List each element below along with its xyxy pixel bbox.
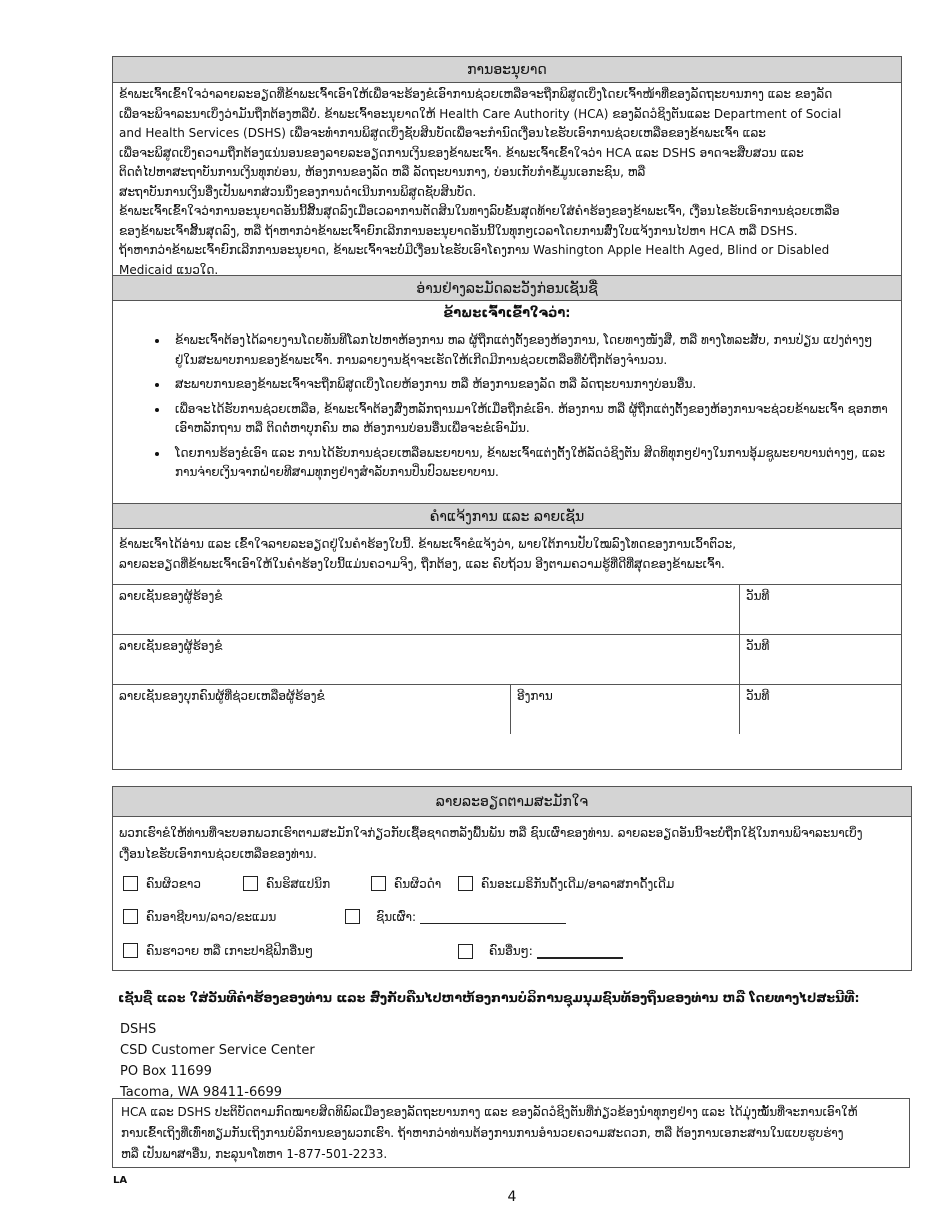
signature-row-applicant-2 — [113, 634, 901, 684]
voluntary-section — [112, 786, 912, 971]
applicant-signature-field[interactable]: ລາຍເຊັນຂອງຜູ້ຮ້ອງຂໍ — [119, 589, 223, 603]
helper-date-field[interactable]: ວັນທີ — [739, 685, 901, 734]
authorization-section — [112, 56, 902, 770]
caution-header: ອ່ານຢ່າງລະມັດລະວັງກ່ອນເຊັນຊື່ — [113, 275, 901, 301]
helper-signature-field[interactable]: ລາຍເຊັນຂອງບຸກຄົນຜູ້ທີ່ຊ່ວຍເຫລືອຜູ້ຮ້ອງຂໍ — [119, 689, 325, 703]
option-asian[interactable]: ຄົນອາຊີບານ/ລາວ/ຂະແມນ — [123, 909, 276, 924]
page-number: 4 — [507, 1189, 517, 1205]
caution-bullet: • ສະພາບການຂອງຂ້າພະເຈົ້າຈະຖືກພິສູດເບິ່ງໂດຍຫ້ອງການ ຫລື ຫ້ອງການຂອງລັດ ຫລື ລັດຖະບານກາງບ່ອນອື່ນ. — [169, 375, 891, 395]
option-hispanic[interactable]: ຄົນຮິສແປນິກ — [243, 876, 330, 891]
mailing-instructions: ເຊັນຊື່ ແລະ ໃສ່ວັນທີຄຳຮ້ອງຂອງທ່ານ ແລະ ສົ່ງກັບຄືນໄປຫາຫ້ອງການບໍລິການຊຸມນຸມຊົນທ້ອງຖິ່ນຂອງທ່ານ ຫລື ໂດຍທາງໄປສະນີທີ່: — [118, 990, 860, 1005]
checkbox[interactable] — [458, 876, 473, 891]
declaration-header: ຄຳແຈ້ງການ ແລະ ລາຍເຊັນ — [113, 503, 901, 529]
authorization-text: ຂ້າພະເຈົ້າເຂົ້າໃຈວ່າລາຍລະອຽດທີ່ຂ້າພະເຈົ້າເອົາໃຫ້ເພື່ອຈະຮ້ອງຂໍເອົາການຊ່ວຍເຫລືອຈະຖືກພິສູດເບິ່ງໂດຍເຈົ້າໜ້າທີ່ຂອງລັດຖະບານກາງ ແລະ ຂອງລັດ ເພື່ອຈະພິຈາລະນາເບິ່ງວ່າມັນຖືກຕ້ອງຫລືບໍ່. ຂ້າພະເຈົ້າອະນຸຍາດໃຫ້ Health Care Authority (HCA) ຂອງລັດວໍຊິງຕັນແລະ Department of Social and Health Services (DSHS) ເພື່ອຈະທຳການພິສູດເບິ່ງຊັບສິນບັດເພື່ອຈະກຳນົດເງື່ອນໄຂຮັບເອົາການຊ່ວຍເຫລືອຂອງຂ້າພະເຈົ້າ ແລະ ເພື່ອຈະພິສູດເບິ່ງຄວາມຖືກຕ້ອງແນ່ນອນຂອງລາຍລະອຽດການເງິນຂອງຂ້າພະເຈົ້າ. ຂ້າພະເຈົ້າເຂົ້າໃຈວ່າ HCA ແລະ DSHS ອາດຈະສືບສວນ ແລະ ຕິດຕໍ່ໄປຫາສະຖາບັນການເງິນທຸກບ່ອນ, ຫ້ອງການຂອງລັດ ຫລື ລັດຖະບານກາງ, ບ່ອນເກັບກຳຂໍ້ມູນເອກະຊົນ, ຫລື ສະຖາບັນການເງິນອື່ງເປັນພາກສ່ວນນຶ່ງຂອງການດຳເນີນການພິສູດຊັບສິນບັດ. ຂ້າພະເຈົ້າເຂົ້າໃຈວ່າການອະນຸຍາດອັນນີ້ສິ້ນສຸດລົງເມື່ອເວລາການຕັດສິນໃນທາງລົບຂັ້ນສຸດທ້າຍໃສ່ຄຳຮ້ອງຂອງຂ້າພະເຈົ້າ, ເງື່ອນໄຂຮັບເອົາການຊ່ວຍເຫລືອ ຂອງຂ້າພະເຈົ້າສິ້ນສຸດລົງ, ຫລື ຖ້າຫາກວ່າຂ້າພະເຈົ້າຍົກເລີກການອະນຸຍາດອັນນີ້ໃນທຸກໆເວລາໂດຍການສົ່ງໃບແຈ້ງການໄປຫາ HCA ຫລື DSHS. ຖ້າຫາກວ່າຂ້າພະເຈົ້າຍົກເລີກການອະນຸຍາດ, ຂ້າພະເຈົ້າຈະບໍ່ມີເງື່ອນໄຂຮັບເອົາໂຄງການ Washington Apple Health Aged, Blind or Disabled Medicaid ແນວໃດ. — [119, 87, 842, 277]
ethnic-input-line[interactable] — [420, 909, 566, 924]
checkbox[interactable] — [371, 876, 386, 891]
option-other[interactable]: ຄົນອື່ນໆ: — [458, 943, 623, 959]
voluntary-text: ພວກເຮົາຂໍໃຫ້ທ່ານທີ່ຈະບອກພວກເຮົາຕາມສະມັກໃຈກ່ຽວກັບເຊື້ອຊາດຫລັງພື້ນພັນ ຫລື ຊົນເຜົ່າຂອງທ່ານ. ລາຍລະອຽດອັນນີ້ຈະບໍ່ຖືກໃຊ້ໃນການພິຈາລະນາເບິ່ງ ເງື່ອນໄຂຮັບເອົາການຊ່ວຍເຫລືອຂອງທ່ານ. — [119, 826, 863, 861]
voluntary-header: ລາຍລະອຽດຕາມສະມັກໃຈ — [113, 787, 911, 817]
caution-list — [113, 325, 901, 503]
applicant-date-field[interactable]: ວັນທີ — [739, 585, 901, 634]
checkbox[interactable] — [458, 944, 473, 959]
helper-agency-field[interactable]: ອີງການ — [510, 685, 739, 734]
applicant-2-date-field[interactable]: ວັນທີ — [739, 635, 901, 684]
checkbox[interactable] — [123, 909, 138, 924]
option-ethnic[interactable]: ຊົນເຜົ່າ: — [345, 909, 566, 924]
option-black[interactable]: ຄົນຜິວດຳ — [371, 876, 441, 891]
option-native[interactable]: ຄົນອະເມຣິກັນດັ້ງເດີມ/ອາລາສກາດັ້ງເດີມ — [458, 876, 674, 891]
mailing-address: DSHS CSD Customer Service Center PO Box 11699 Tacoma, WA 98411-6699 — [120, 1022, 315, 1100]
form-language-code: LA — [113, 1175, 128, 1186]
caution-bullet: • ໂດຍການຮ້ອງຂໍເອົາ ແລະ ການໄດ້ຮັບການຊ່ວຍເຫລືອພະຍາບານ, ຂ້າພະເຈົ້າແຕ່ງຕັ້ງໃຫ້ລັດວໍຊິງຕັນ ສິດທິທຸກໆຢ່າງໃນການອຸ້ມຊູພະຍາບານຕ່າງໆ, ແລະ ການຈ່າຍເງິນຈາກຝ່າຍທີສາມທຸກໆຢ່າງສຳລັບການປິ່ນປົວພະຍາບານ. — [169, 444, 891, 483]
checkbox[interactable] — [123, 876, 138, 891]
authorization-header: ການອະນຸຍາດ — [113, 57, 901, 83]
caution-subheader: ຂ້າພະເຈົ້າເຂົ້າໃຈວ່າ: — [443, 306, 571, 321]
checkbox[interactable] — [243, 876, 258, 891]
declaration-text: ຂ້າພະເຈົ້າໄດ້ອ່ານ ແລະ ເຂົ້າໃຈລາຍລະອຽດຢູ່ໃນຄຳຮ້ອງໃບນີ້. ຂ້າພະເຈົ້າຂໍແຈ້ງວ່າ, ພາຍໃຕ້ການປັບໃໝລົງໂທດຂອງການເວົ້າຕົວະ, ລາຍລະອຽດທີ່ຂ້າພະເຈົ້າເອົາໃຫ້ໃນຄຳຮ້ອງໃບນີ້ແມ່ນຄວາມຈິງ, ຖືກຕ້ອງ, ແລະ ຄົບຖ້ວນ ອີງຕາມຄວາມຮູ້ທີ່ດີທີ່ສຸດຂອງຂ້າພະເຈົ້າ. — [119, 537, 737, 571]
caution-bullet: • ຂ້າພະເຈົ້າຕ້ອງໄດ້ລາຍງານໂດຍທັນທີໂລກໄປຫາຫ້ອງການ ຫລ ຜູ້ຖືກແຕ່ງຕັ້ງຂອງຫ້ອງການ, ໂດຍທາງໜັງສື, ຫລື ທາງໂທລະສັບ, ການປ່ຽນ ແປງຕ່າງໆຢູ່ໃນສະພາບການຂອງຂ້າພະເຈົ້າ. ການລາຍງານຊ້າຈະເຮັດໃຫ້ເກີດມີການຊ່ວຍເຫລືອທີ່ບໍ່ຖືກຕ້ອງຈຳນວນ. — [169, 331, 891, 370]
option-white[interactable]: ຄົນຜິວຂາວ — [123, 876, 201, 891]
option-hawaiian[interactable]: ຄົນຮາວາຍ ຫລື ເກາະປາຊີຟິກອື່ນໆ — [123, 943, 313, 958]
applicant-2-signature-field[interactable]: ລາຍເຊັນຂອງຜູ້ຮ້ອງຂໍ — [119, 639, 223, 653]
signature-row-applicant — [113, 584, 901, 634]
caution-bullet: • ເພື່ອຈະໄດ້ຮັບການຊ່ວຍເຫລືອ, ຂ້າພະເຈົ້າຕ້ອງສົ່ງຫລັກຖານມາໃຫ້ເມື່ອຖືກຂໍເອົາ. ຫ້ອງການ ຫລື ຜູ້ຖືກແຕ່ງຕັ້ງຂອງຫ້ອງການຈະຊ່ວຍຂ້າພະເຈົ້າ ຊອກຫາເອົາຫລັກຖານ ຫລື ຕິດຕໍ່ຫາບຸກຄົນ ຫລ ຫ້ອງການບ່ອນອື່ນເພື່ອຈະຂໍເອົາມັນ. — [169, 400, 891, 439]
other-input-line[interactable] — [537, 943, 623, 959]
checkbox[interactable] — [123, 943, 138, 958]
nondiscrimination-notice: HCA ແລະ DSHS ປະຕິບັດຕາມກົດໝາຍສິດທິພົລເມືອງຂອງລັດຖະບານກາງ ແລະ ຂອງລັດວໍຊິງຕັນທີ່ກ່ຽວຂ້ອງນຳທຸກໆຢ່າງ ແລະ ໄດ້ມຸ່ງໝັ້ນທີ່ຈະການເອົາໃຫ້ ການເຂົ້າເຖິງທີ່ເທົ່າທຽມກັນເຖິງການບໍລິການຂອງພວກເຮົາ. ຖ້າຫາກວ່າທ່ານຕ້ອງການການອຳນວຍຄວາມສະດວກ, ຫລື ຕ້ອງການເອກະສານໃນແບບຮູບຮ່າງ ຫລື ເປັນພາສາອື່ນ, ກະລຸນາໂທຫາ 1-877-501-2233. — [112, 1098, 910, 1168]
signature-row-helper — [113, 684, 901, 734]
checkbox[interactable] — [345, 909, 360, 924]
